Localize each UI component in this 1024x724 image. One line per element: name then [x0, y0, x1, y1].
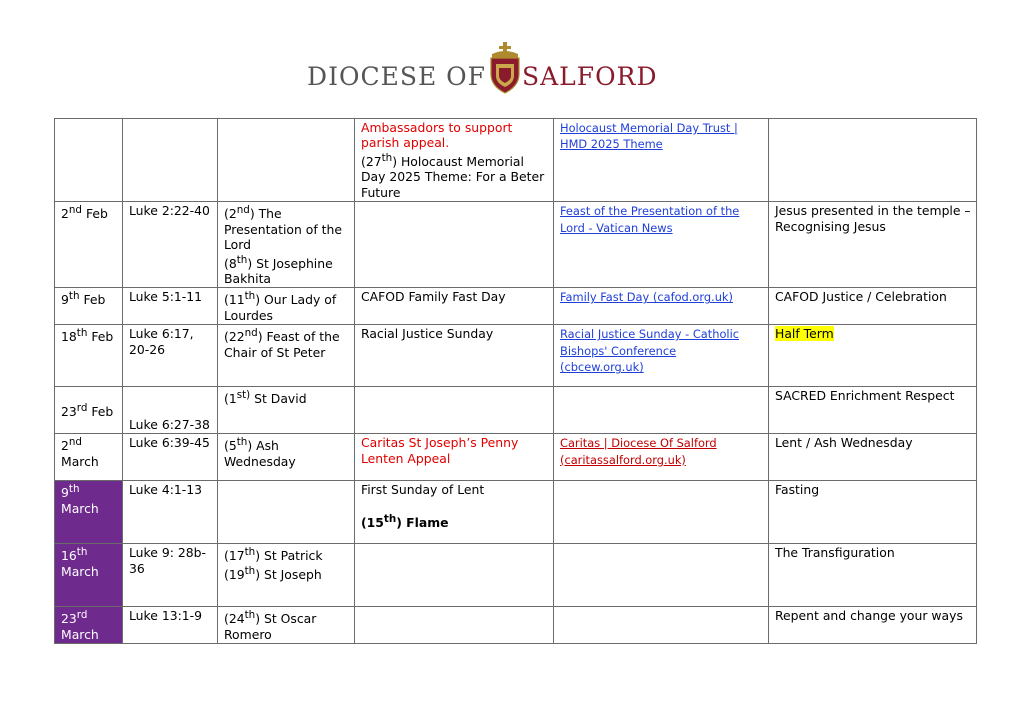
half-term-highlight: Half Term: [775, 326, 834, 342]
table-row: [55, 607, 977, 644]
table-row: [55, 544, 977, 607]
table-row: [55, 481, 977, 544]
table-row: [55, 288, 977, 325]
link-cell: [554, 288, 769, 325]
gospel-cell: [123, 119, 218, 202]
diocese-crest-icon: [486, 40, 524, 96]
liturgical-calendar-table: [54, 118, 977, 644]
theme-cell: Racial Justice Sunday: [355, 325, 554, 387]
feast-cell: ($1^{st)}$ St David: [218, 387, 355, 434]
gospel-cell: Luke 4:1-13: [123, 481, 218, 544]
link-cell: [554, 434, 769, 481]
feast-cell: (5th) Ash Wednesday: [218, 434, 355, 481]
feast-cell: (17th) St Patrick (19th) St Joseph: [218, 544, 355, 607]
gospel-cell: Luke 9: 28b-36: [123, 544, 218, 607]
link-cell: [554, 481, 769, 544]
focus-cell: CAFOD Justice / Celebration: [769, 288, 977, 325]
cafod-link[interactable]: Family Fast Day (cafod.org.uk): [560, 290, 733, 305]
link-cell: [554, 202, 769, 288]
feast-cell: (11th) Our Lady of Lourdes: [218, 288, 355, 325]
focus-cell: Lent / Ash Wednesday: [769, 434, 977, 481]
feast-cell: (2nd) The Presentation of the Lord (8th) St Josephine Bakhita: [218, 202, 355, 288]
feast-cell: (24th) St Oscar Romero: [218, 607, 355, 644]
hmd-link[interactable]: Holocaust Memorial Day Trust | HMD 2025 Theme: [560, 121, 738, 152]
date-cell: 16th March: [55, 544, 123, 607]
date-cell: 23rd March: [55, 607, 123, 644]
theme-cell: Caritas St Joseph’s Penny Lenten Appeal: [355, 434, 554, 481]
date-cell: 2nd March: [55, 434, 123, 481]
table-row: [55, 202, 977, 288]
theme-cell: [355, 387, 554, 434]
date-cell: [55, 119, 123, 202]
flame-text: (15th) Flame: [361, 512, 449, 530]
date-cell: 2nd Feb: [55, 202, 123, 288]
focus-cell: Jesus presented in the temple – Recognising Jesus: [769, 202, 977, 288]
theme-cell: CAFOD Family Fast Day: [355, 288, 554, 325]
table-row: [55, 325, 977, 387]
link-cell: [554, 544, 769, 607]
feast-cell: [218, 481, 355, 544]
caritas-link[interactable]: Caritas | Diocese Of Salford (caritassalford.org.uk): [560, 436, 717, 467]
link-cell: [554, 607, 769, 644]
date-cell: 9th March: [55, 481, 123, 544]
link-cell: [554, 325, 769, 387]
date-cell: 18th Feb: [55, 325, 123, 387]
racial-justice-link[interactable]: Racial Justice Sunday - Catholic Bishops' Conference (cbcew.org.uk): [560, 327, 740, 375]
gospel-cell: Luke 13:1-9: [123, 607, 218, 644]
focus-cell: The Transfiguration: [769, 544, 977, 607]
focus-cell: Fasting: [769, 481, 977, 544]
header-salford: SALFORD: [522, 62, 658, 91]
appeal-text: Ambassadors to support parish appeal.: [361, 120, 513, 151]
focus-cell: Repent and change your ways: [769, 607, 977, 644]
gospel-cell: Luke 6:17, 20-26: [123, 325, 218, 387]
gospel-cell: Luke 2:22-40: [123, 202, 218, 288]
table-row: [55, 119, 977, 202]
date-cell: 9th Feb: [55, 288, 123, 325]
theme-cell: [355, 607, 554, 644]
gospel-cell: Luke 6:39-45: [123, 434, 218, 481]
focus-cell: [769, 119, 977, 202]
feast-cell: [218, 119, 355, 202]
presentation-link[interactable]: Feast of the Presentation of the Lord - Vatican News: [560, 204, 740, 235]
link-cell: [554, 119, 769, 202]
table-row: [55, 387, 977, 434]
date-cell: 23rd Feb: [55, 387, 123, 434]
table-row: [55, 434, 977, 481]
gospel-cell: Luke 5:1-11: [123, 288, 218, 325]
theme-cell: [355, 544, 554, 607]
gospel-cell: Luke 6:27-38: [123, 387, 218, 434]
focus-cell: SACRED Enrichment Respect: [769, 387, 977, 434]
diocese-header: [0, 40, 1024, 100]
theme-cell: Ambassadors to support parish appeal. (27th) Holocaust Memorial Day 2025 Theme: For a Beter Future: [355, 119, 554, 202]
link-cell: [554, 387, 769, 434]
header-diocese-of: DIOCESE OF: [307, 62, 486, 91]
feast-cell: (22nd) Feast of the Chair of St Peter: [218, 325, 355, 387]
theme-cell: First Sunday of Lent (15th) Flame: [355, 481, 554, 544]
theme-cell: [355, 202, 554, 288]
focus-cell: [769, 325, 977, 387]
